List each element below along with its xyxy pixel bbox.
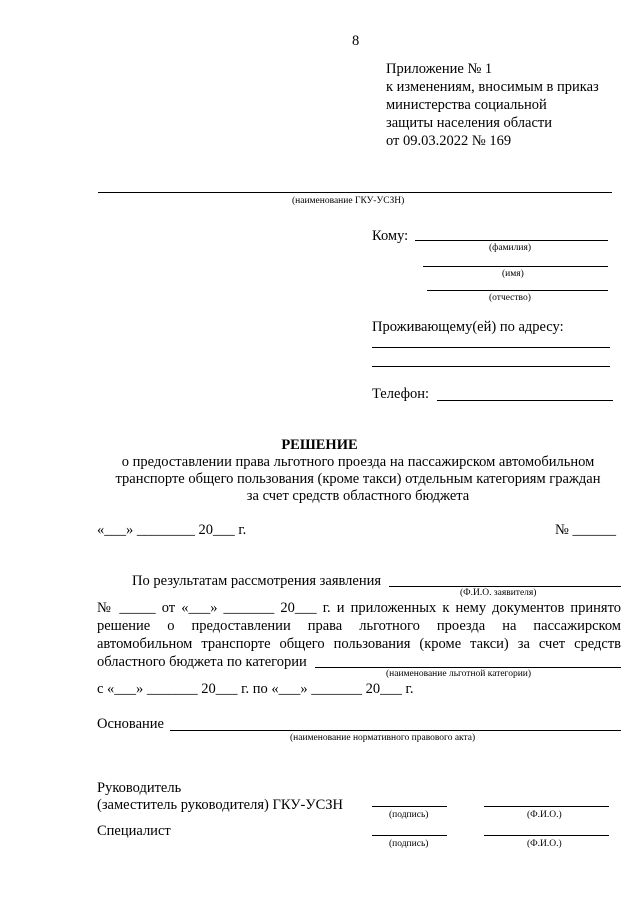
address-line-1[interactable] [372,347,610,348]
appendix-line-5: от 09.03.2022 № 169 [386,133,512,149]
appendix-line-1: Приложение № 1 [386,61,493,77]
patronymic-line[interactable] [427,290,608,291]
address-label: Проживающему(ей) по адресу: [372,319,564,335]
organization-line[interactable] [98,192,612,193]
specialist-signature-caption: (подпись) [389,839,429,849]
head-label-2: (заместитель руководителя) ГКУ-УСЗН [97,797,343,813]
title-line-1: о предоставлении права льготного проезда на пассажирском автомобильном [121,454,595,470]
to-label: Кому: [372,228,409,244]
basis-label: Основание [97,716,164,732]
phone-line[interactable] [437,400,613,401]
organization-caption: (наименование ГКУ-УСЗН) [292,196,405,206]
head-fio-line[interactable] [484,806,609,807]
category-caption: (наименование льготной категории) [386,669,532,679]
name-caption: (имя) [502,269,524,279]
specialist-signature-line[interactable] [372,835,447,836]
body-line-4: автомобильном транспорте общего пользования (кроме такси) за счет средств [97,636,621,652]
phone-label: Телефон: [372,386,430,402]
appendix-line-4: защиты населения области [386,115,552,131]
basis-line[interactable] [170,730,621,731]
head-fio-caption: (Ф.И.О.) [527,810,562,820]
surname-line[interactable] [415,240,608,241]
body-line-5: областного бюджета по категории [97,654,307,670]
decision-date: «___» ________ 20___ г. [97,522,247,538]
head-label-1: Руководитель [97,780,182,796]
specialist-fio-line[interactable] [484,835,609,836]
basis-caption: (наименование нормативного правового акта) [290,733,476,743]
body-line-6: с «___» _______ 20___ г. по «___» _______ 20___ г. [97,681,414,697]
body-line-1: По результатам рассмотрения заявления [132,573,382,589]
document-heading: РЕШЕНИЕ [281,437,358,453]
address-line-2[interactable] [372,366,610,367]
page-number: 8 [352,33,360,49]
head-signature-caption: (подпись) [389,810,429,820]
head-signature-line[interactable] [372,806,447,807]
name-line[interactable] [423,266,608,267]
specialist-label: Специалист [97,823,171,839]
body-line-3: решение о предоставлении права льготного проезда на пассажирском [97,618,621,634]
category-line[interactable] [315,667,621,668]
applicant-fio-caption: (Ф.И.О. заявителя) [460,588,537,598]
applicant-fio-line[interactable] [389,586,621,587]
decision-number: № ______ [555,522,616,538]
appendix-line-2: к изменениям, вносимым в приказ [386,79,599,95]
document-title [0,436,639,454]
title-line-2: транспорте общего пользования (кроме такси) отдельным категориям граждан [115,471,601,487]
specialist-fio-caption: (Ф.И.О.) [527,839,562,849]
patronymic-caption: (отчество) [489,293,531,303]
surname-caption: (фамилия) [489,243,531,253]
title-line-3: за счет средств областного бюджета [246,488,470,504]
body-line-2: № _____ от «___» _______ 20___ г. и приложенных к нему документов принято [97,600,621,616]
appendix-line-3: министерства социальной [386,97,547,113]
